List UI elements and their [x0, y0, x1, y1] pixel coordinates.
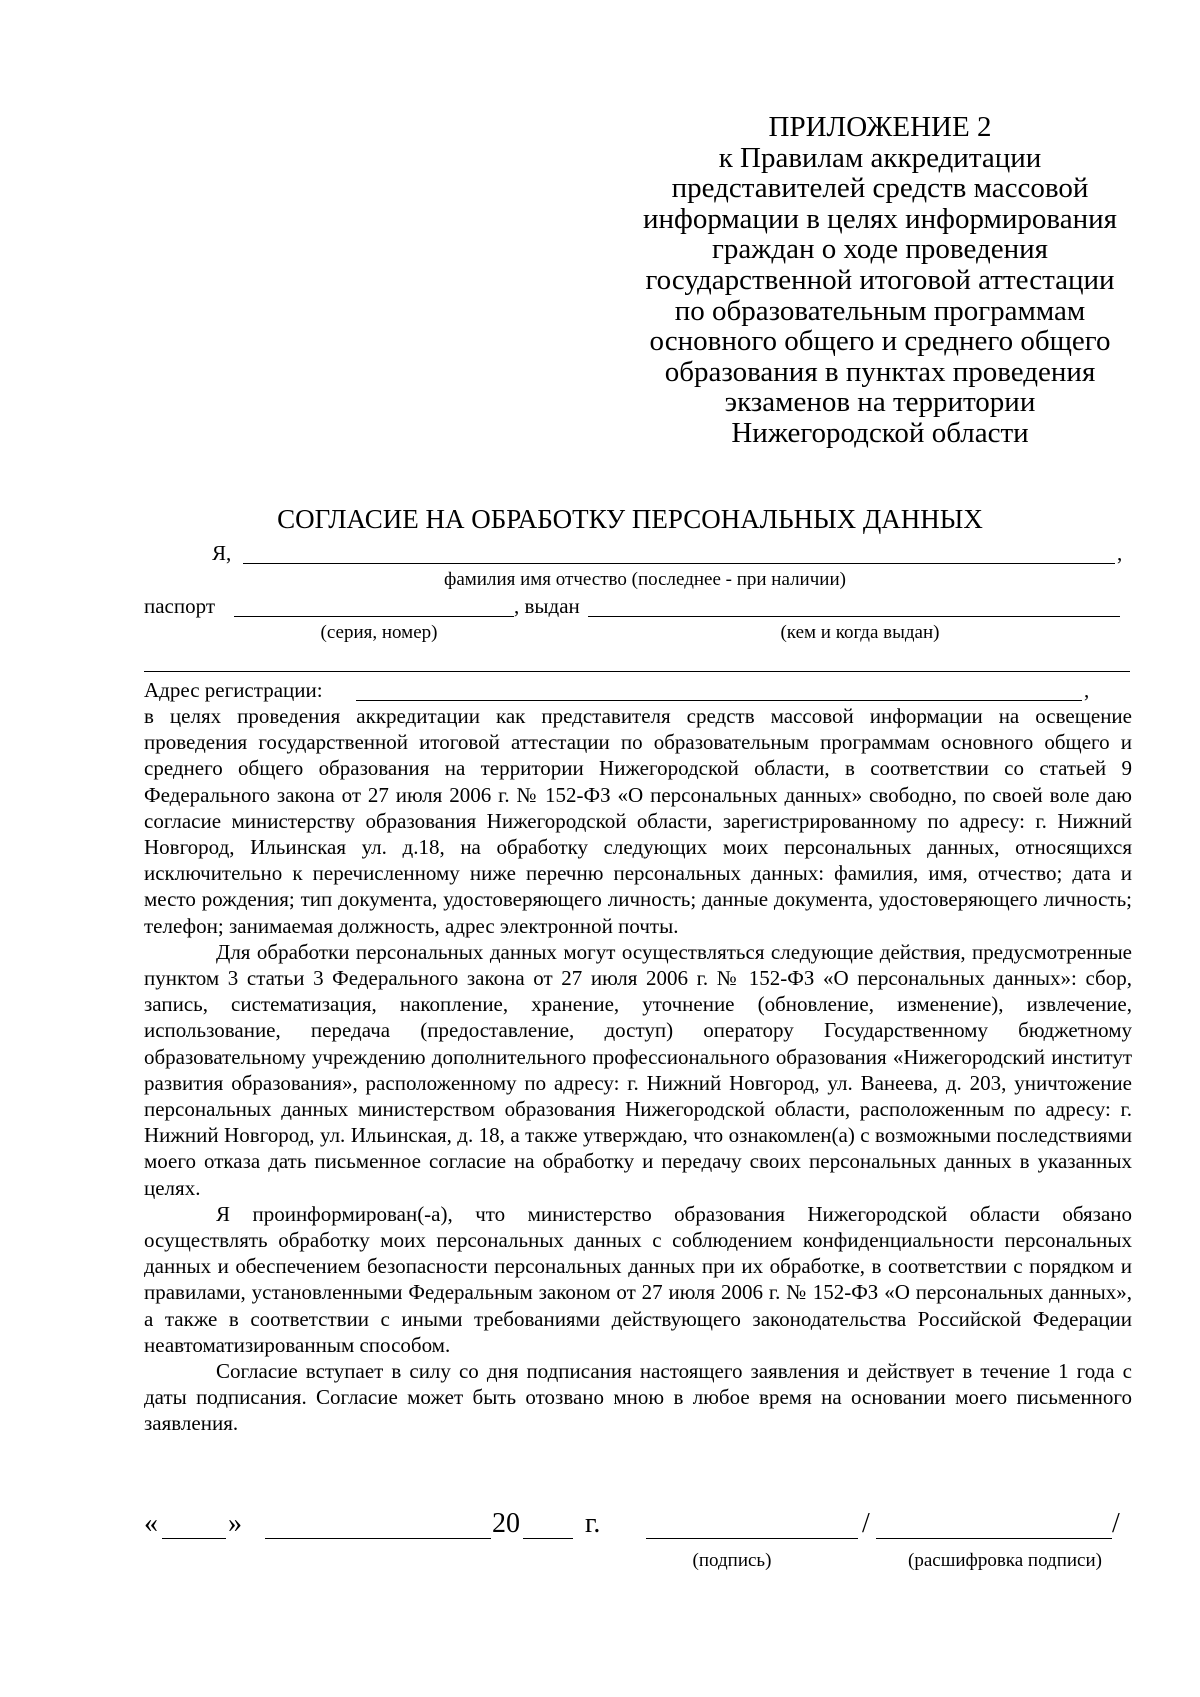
appendix-line: по образовательным программам	[674, 294, 1086, 327]
appendix-line: государственной итоговой аттестации	[645, 263, 1115, 296]
i-end: ,	[1117, 541, 1123, 565]
consent-body	[144, 703, 1132, 1437]
passport-issuer-continuation-field[interactable]	[144, 671, 1130, 672]
paragraph-informed: Я проинформирован(-а), что министерство образования Нижегородской области обязано осуществлять обработку моих персональных данных с соблюдением конфиденциальности персональных данных и обеспечением безопасности персональных данных при их обработке, в соответствии с порядком и правилами, установленными Федеральным законом от 27 июля 2006 г. № 152-ФЗ «О персональных данных», а также в соответствии с иными требованиями действующего законодательства Российской Федерации неавтоматизированным способом.	[144, 1201, 1132, 1357]
appendix-line: информации в целях информирования	[643, 202, 1117, 235]
year-prefix: 20	[492, 1508, 520, 1539]
appendix-header	[620, 112, 1140, 449]
signature-caption: (подпись)	[692, 1550, 772, 1571]
appendix-line: к Правилам аккредитации	[718, 141, 1042, 174]
fio-caption: фамилия имя отчество (последнее - при наличии)	[444, 569, 846, 590]
address-label: Адрес регистрации:	[144, 678, 323, 702]
fio-field[interactable]	[243, 563, 1115, 564]
appendix-line: представителей средств массовой	[671, 172, 1089, 205]
appendix-line: граждан о ходе проведения	[712, 233, 1048, 266]
passport-label: паспорт	[144, 594, 216, 618]
address-field[interactable]	[356, 700, 1082, 701]
signature-field[interactable]	[646, 1538, 858, 1539]
appendix-line: ПРИЛОЖЕНИЕ 2	[768, 111, 992, 143]
passport-issuer-field[interactable]	[588, 616, 1120, 617]
date-quote-open: «	[144, 1508, 158, 1539]
appendix-line: Нижегородской области	[731, 416, 1029, 449]
issued-label: , выдан	[514, 594, 580, 618]
decode-caption: (расшифровка подписи)	[908, 1550, 1102, 1571]
document-title: СОГЛАСИЕ НА ОБРАБОТКУ ПЕРСОНАЛЬНЫХ ДАННЫХ	[277, 504, 983, 534]
appendix-line: экзаменов на территории	[724, 386, 1036, 419]
signature-slash: /	[862, 1508, 870, 1539]
signature-slash-end: /	[1112, 1508, 1120, 1539]
i-label: Я,	[212, 541, 232, 565]
date-quote-close: »	[228, 1508, 242, 1539]
appendix-line: основного общего и среднего общего	[649, 325, 1111, 358]
year-suffix: г.	[585, 1508, 601, 1539]
issuer-caption: (кем и когда выдан)	[780, 622, 940, 643]
address-end: ,	[1084, 678, 1090, 702]
appendix-line: образования в пунктах проведения	[664, 355, 1096, 388]
series-caption: (серия, номер)	[320, 622, 438, 643]
day-field[interactable]	[162, 1538, 226, 1539]
passport-number-field[interactable]	[234, 616, 514, 617]
paragraph-purpose: в целях проведения аккредитации как представителя средств массовой информации на освещение проведения государственной итоговой аттестации по образовательным программам основного общего и среднего общего образования на территории Нижегородской области, в соответствии со статьей 9 Федерального закона от 27 июля 2006 г. № 152-ФЗ «О персональных данных» свободно, по своей воле даю согласие министерству образования Нижегородской области, зарегистрированному по адресу: г. Нижний Новгород, Ильинская ул. д.18, на обработку следующих моих персональных данных, относящихся исключительно к перечисленному ниже перечню персональных данных: фамилия, имя, отчество; дата и место рождения; тип документа, удостоверяющего личность; данные документа, удостоверяющего личность; телефон; занимаемая должность, адрес электронной почты.	[144, 704, 1132, 938]
paragraph-actions: Для обработки персональных данных могут осуществляться следующие действия, предусмотренные пунктом 3 статьи 3 Федерального закона от 27 июля 2006 г. № 152-ФЗ «О персональных данных»: сбор, запись, систематизация, накопление, хранение, уточнение (обновление, изменение), извлечение, использование, передача (предоставление, доступ) оператору Государственному бюджетному образовательному учреждению дополнительного профессионального образования «Нижегородский институт развития образования», расположенному по адресу: г. Нижний Новгород, ул. Ванеева, д. 203, уничтожение персональных данных министерством образования Нижегородской области, расположенным по адресу: г. Нижний Новгород, ул. Ильинская, д. 18, а также утверждаю, что ознакомлен(а) с возможными последствиями моего отказа дать письменное согласие на обработку и передачу своих персональных данных в указанных целях.	[144, 939, 1132, 1200]
year-field[interactable]	[523, 1538, 573, 1539]
paragraph-validity: Согласие вступает в силу со дня подписания настоящего заявления и действует в течение 1 года с даты подписания. Согласие может быть отозвано мною в любое время на основании моего письменного заявления.	[144, 1359, 1132, 1436]
signature-decode-field[interactable]	[876, 1538, 1112, 1539]
month-field[interactable]	[265, 1538, 491, 1539]
